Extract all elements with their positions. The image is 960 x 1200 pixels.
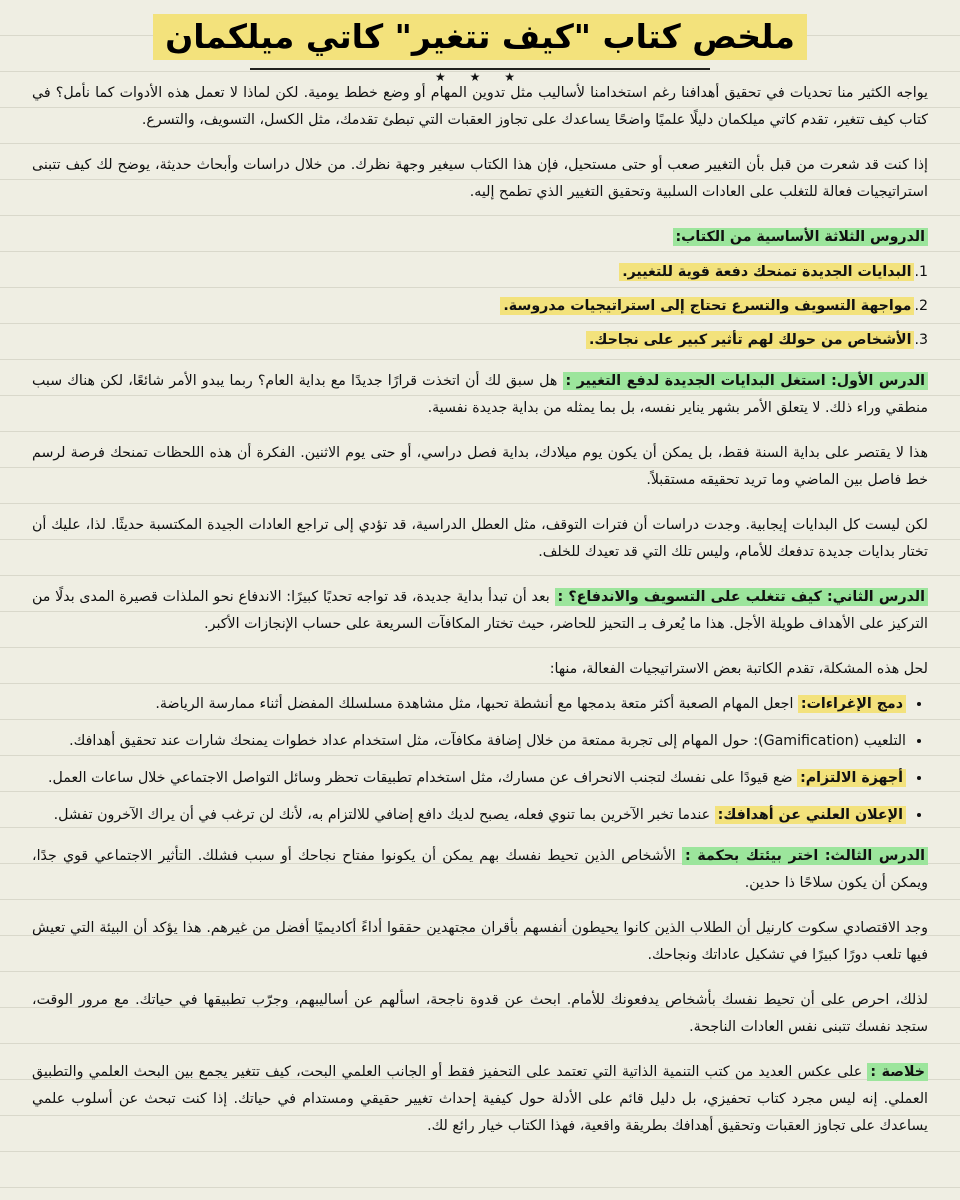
intro-paragraph-1: يواجه الكثير منا تحديات في تحقيق أهدافنا رغم استخدامنا لأساليب مثل تدوين المهام أو وضع خطط يومية. لكن لماذا لا تعمل هذه الأدوات كما نأمل؟ في كتاب كيف تتغير، تقدم كاتي ميلكمان دليلًا علميًا واضحًا يساعدك على تجاوز العقبات التي تبطئ تقدمك، مثل الكسل، التسويف، والتسرع. — [32, 85, 928, 128]
strategy-label: دمج الإغراءات: — [798, 695, 906, 713]
lessons-list — [32, 259, 928, 354]
lesson-text: مواجهة التسويف والتسرع تحتاج إلى استراتيجيات مدروسة. — [500, 297, 914, 315]
lessons-heading — [32, 224, 928, 251]
lesson3-paragraph-2: وجد الاقتصادي سكوت كارنيل أن الطلاب الذين كانوا يحيطون أنفسهم بأقران مجتهدين حققوا أداءً أكاديميًا أفضل من غيرهم. هذا يؤكد أن البيئة التي تعيش فيها تلعب دورًا كبيرًا في تشكيل عاداتك ونجاحك. — [32, 920, 928, 963]
lesson3-text: الأشخاص الذين تحيط نفسك بهم يمكن أن يكونوا مفتاح نجاحك أو سبب فشلك. التأثير الاجتماعي قوي جدًا، ويمكن أن يكون سلاحًا ذا حدين. — [32, 848, 928, 891]
lesson2-text: بعد أن تبدأ بداية جديدة، قد تواجه تحديًا كبيرًا: الاندفاع نحو الملذات قصيرة المدى بدلًا من التركيز على الأهداف طويلة الأجل. هذا ما يُعرف بـ التحيز للحاضر، حيث تختار المكافآت السريعة على حساب الإنجازات الأكبر. — [32, 589, 928, 632]
strategy-text: التلعيب (Gamification): حول المهام إلى تجربة ممتعة من خلال إضافة مكافآت، مثل استخدام عداد خطوات يمنحك شارات عند تحقيق أهدافك. — [69, 733, 906, 749]
summary-label: خلاصة : — [867, 1063, 928, 1081]
lesson3-label: الدرس الثالث: اختر بيئتك بحكمة : — [682, 847, 928, 865]
lesson2-label: الدرس الثاني: كيف تتغلب على التسويف والاندفاع؟ : — [555, 588, 928, 606]
strategy-item-4 — [32, 802, 906, 829]
lesson2-paragraph-1 — [32, 584, 928, 638]
lesson-text: البدايات الجديدة تمنحك دفعة قوية للتغيير. — [619, 263, 914, 281]
lesson2-paragraph-2: لحل هذه المشكلة، تقدم الكاتبة بعض الاستراتيجيات الفعالة، منها: — [549, 661, 928, 677]
strategy-text: ضع قيودًا على نفسك لتجنب الانحراف عن مسارك، مثل استخدام تطبيقات تحظر وسائل التواصل الاجتماعي خلال ساعات العمل. — [48, 770, 798, 786]
lesson-item-1 — [32, 259, 928, 286]
strategy-text: عندما تخبر الآخرين بما تنوي فعله، يصبح لديك دافع إضافي للالتزام به، لأنك لن ترغب في أن يراك الآخرون تفشل. — [53, 807, 715, 823]
lesson1-text: هل سبق لك أن اتخذت قرارًا جديدًا مع بداية العام؟ ربما يبدو الأمر شائعًا، لكن هناك سبب منطقي وراء ذلك. لا يتعلق الأمر بشهر يناير نفسه، بل بما يمثله من بداية جديدة نفسية. — [32, 373, 928, 416]
page-title: ملخص كتاب "كيف تتغير" كاتي ميلكمان — [153, 14, 807, 60]
article-body — [32, 80, 928, 1158]
lesson-number: 2. — [914, 298, 928, 314]
strategy-item-2 — [32, 728, 906, 755]
lesson1-paragraph-1 — [32, 368, 928, 422]
lesson-item-3 — [32, 327, 928, 354]
intro-paragraph-2: إذا كنت قد شعرت من قبل بأن التغيير صعب أو حتى مستحيل، فإن هذا الكتاب سيغير وجهة نظرك. من خلال دراسات وأبحاث حديثة، يوضح لك كيف تتبنى استراتيجيات فعالة للتغلب على العادات السلبية وتحقيق التغيير الذي تطمح إليه. — [32, 157, 928, 200]
lesson-text: الأشخاص من حولك لهم تأثير كبير على نجاحك. — [586, 331, 914, 349]
lesson3-paragraph-1 — [32, 843, 928, 897]
strategy-text: اجعل المهام الصعبة أكثر متعة بدمجها مع أنشطة تحبها، مثل مشاهدة مسلسلك المفضل أثناء ممارسة الرياضة. — [155, 696, 798, 712]
lesson-number: 1. — [914, 264, 928, 280]
lesson1-paragraph-2: هذا لا يقتصر على بداية السنة فقط، بل يمكن أن يكون يوم ميلادك، بداية فصل دراسي، أو حتى يوم الاثنين. الفكرة أن هذه اللحظات تمنحك فرصة لرسم خط فاصل بين الماضي وما تريد تحقيقه مستقبلاً. — [32, 445, 928, 488]
strategies-list — [32, 691, 928, 829]
lesson-number: 3. — [914, 332, 928, 348]
strategy-label: أجهزة الالتزام: — [797, 769, 906, 787]
strategy-item-1 — [32, 691, 906, 718]
strategy-label: الإعلان العلني عن أهدافك: — [715, 806, 906, 824]
lesson-item-2 — [32, 293, 928, 320]
summary-paragraph — [32, 1059, 928, 1140]
divider-stars-icon: ★ ★ ★ — [435, 70, 525, 84]
lesson3-paragraph-3: لذلك، احرص على أن تحيط نفسك بأشخاص يدفعونك للأمام. ابحث عن قدوة ناجحة، اسألهم عن أساليبهم، وجرّب تطبيقها في حياتك. مع مرور الوقت، ستجد نفسك تتبنى نفس العادات الناجحة. — [32, 992, 928, 1035]
title-area — [0, 0, 960, 60]
strategy-item-3 — [32, 765, 906, 792]
lesson1-paragraph-3: لكن ليست كل البدايات إيجابية. وجدت دراسات أن فترات التوقف، مثل العطل الدراسية، قد تؤدي إلى تراجع العادات الجيدة المكتسبة حديثًا. لذا، عليك أن تختار بدايات جديدة تدفعك للأمام، وليس تلك التي قد تعيدك للخلف. — [32, 517, 928, 560]
lesson1-label: الدرس الأول: استغل البدايات الجديدة لدفع التغيير : — [563, 372, 929, 390]
lessons-heading-highlight: الدروس الثلاثة الأساسية من الكتاب: — [673, 228, 929, 246]
summary-text: على عكس العديد من كتب التنمية الذاتية التي تعتمد على التحفيز فقط أو الجانب العلمي البحت، كيف تتغير يجمع بين البحث العلمي والتطبيق العملي. إنه ليس مجرد كتاب تحفيزي، بل دليل قائم على الأدلة حول كيفية إحداث تغيير حقيقي ومستدام في حياتك. إذا كنت تبحث عن أسلوب علمي يساعدك على تجاوز العقبات وتحقيق أهدافك بطريقة واقعية، فهذا الكتاب خيار رائع لك. — [32, 1064, 928, 1134]
